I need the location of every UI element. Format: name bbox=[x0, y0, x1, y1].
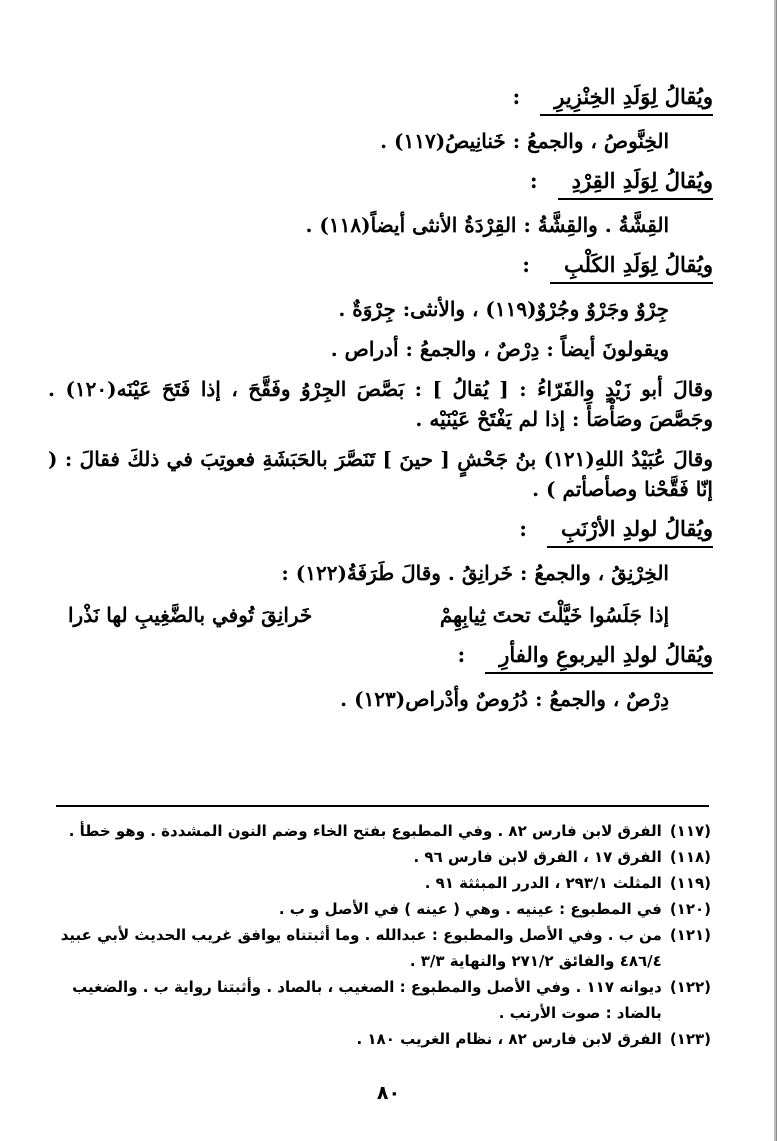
paragraph: وقالَ أبو زَيْدٍ والفَرّاءُ : [ يُقالُ ] : بَصَّصَ الجِرْوُ وفَقَّحَ ، إذا فَتَحَ عَيْنَه(١٢٠) . وجَصَّصَ وصَأْصَأَ : إذا لم يَفْتَحْ عَيْنَيْه . bbox=[48, 377, 714, 431]
section-heading bbox=[48, 514, 713, 548]
verse-second-hemistich: خَرانِقَ تُوفي بالضَّغِيبِ لها نَذْرا bbox=[68, 603, 313, 627]
text-line: دِرْصٌ ، والجمعُ : دُرُوصٌ وأدْراص(١٢٣) . bbox=[340, 687, 669, 711]
footnote bbox=[56, 870, 711, 896]
footnote bbox=[56, 896, 711, 922]
footnote-number: (١٢١) bbox=[669, 926, 711, 944]
section-heading bbox=[48, 166, 713, 200]
heading-text: ويُقالُ لِوَلَدِ الخِنْزِيرِ bbox=[540, 82, 713, 116]
footnote-number: (١١٨) bbox=[669, 848, 711, 866]
footnote bbox=[56, 974, 711, 1026]
footnote-text: من ب . وفي الأصل والمطبوع : عبدالله . وما أثبتناه يوافق غريب الحديث لأبي عبيد ٤٨٦/٤ والفائق ٢٧١/٢ والنهاية ٣/٣ . bbox=[60, 926, 662, 970]
footnote bbox=[56, 818, 711, 844]
footnote bbox=[56, 844, 711, 870]
text-line: جِرْوٌ وجَرْوٌ وجُرْوٌ(١١٩) ، والأنثى: جِرْوَةٌ . bbox=[338, 297, 669, 321]
page-number: ٨٠ bbox=[376, 1082, 401, 1104]
footnotes bbox=[56, 818, 711, 1052]
heading-text: ويُقالُ لِوَلَدِ الكَلْبِ bbox=[550, 250, 713, 284]
text-line: الخِنَّوصُ ، والجمعُ : خَنانِيصُ(١١٧) . bbox=[380, 129, 669, 153]
heading-colon: : bbox=[512, 84, 521, 109]
footnote-text: المثلث ٢٩٣/١ ، الدرر المبثثة ٩١ . bbox=[424, 874, 662, 892]
text-line: القِشَّةُ . والقِشَّةُ : القِرْدَةُ الأنثى أيضاً(١١٨) . bbox=[305, 213, 669, 237]
heading-colon: : bbox=[519, 516, 528, 541]
footnote bbox=[56, 922, 711, 974]
section-heading bbox=[48, 250, 713, 284]
footnote-number: (١٢٣) bbox=[669, 1030, 711, 1048]
heading-text: ويُقالُ لِوَلَدِ القِرْدِ bbox=[558, 166, 713, 200]
text-line: الخِرْنِقُ ، والجمعُ : خَرانِقُ . وقالَ طَرَفَةُ(١٢٢) : bbox=[281, 561, 669, 585]
footnote-text: ديوانه ١١٧ . وفي الأصل والمطبوع : الصغيب ، بالصاد . وأثبتنا رواية ب . والضغيب بالضاد : صوت الأرنب . bbox=[72, 978, 662, 1022]
poem-verse bbox=[48, 600, 713, 630]
section-heading bbox=[48, 82, 713, 116]
footnote-number: (١٢٢) bbox=[669, 978, 711, 996]
footnote bbox=[56, 1026, 711, 1052]
footnote-text: الفرق لابن فارس ٨٢ . وفي المطبوع بفتح الخاء وضم النون المشددة . وهو خطأ . bbox=[68, 822, 662, 840]
main-text bbox=[48, 72, 713, 714]
text-line: ويقولونَ أيضاً : دِرْصٌ ، والجمعُ : أدراص . bbox=[330, 337, 669, 361]
footnote-text: في المطبوع : عينيه . وهي ( عينه ) في الأصل و ب . bbox=[278, 900, 662, 918]
heading-text: ويُقالُ لولدِ الأرْنَبِ bbox=[547, 514, 713, 548]
footnote-number: (١١٧) bbox=[669, 822, 711, 840]
heading-colon: : bbox=[529, 168, 538, 193]
verse-first-hemistich: إذا جَلَسُوا خَيَّلْتَ تحتَ ثِيابِهِمْ bbox=[439, 603, 669, 627]
footnote-number: (١١٩) bbox=[669, 874, 711, 892]
footnote-text: الفرق لابن فارس ٨٢ ، نظام الغريب ١٨٠ . bbox=[356, 1030, 662, 1048]
page-edge bbox=[774, 0, 776, 1141]
paragraph: وقالَ عُبَيْدُ اللهِ(١٢١) بنُ جَحْشٍ [ حينَ ] تَنَصَّرَ بالحَبَشَةِ فعوتِبَ في ذلكَ فقالَ : ( إنّا فَقَّحْنا وصأصأتم ) . bbox=[48, 447, 713, 501]
footnote-divider bbox=[56, 805, 709, 807]
footnote-text: الفرق ١٧ ، الفرق لابن فارس ٩٦ . bbox=[413, 848, 662, 866]
heading-colon: : bbox=[457, 642, 466, 667]
section-heading bbox=[48, 640, 713, 674]
footnote-number: (١٢٠) bbox=[669, 900, 711, 918]
heading-colon: : bbox=[522, 252, 531, 277]
heading-text: ويُقالُ لولدِ اليربوعِ والفأرِ bbox=[485, 640, 713, 674]
